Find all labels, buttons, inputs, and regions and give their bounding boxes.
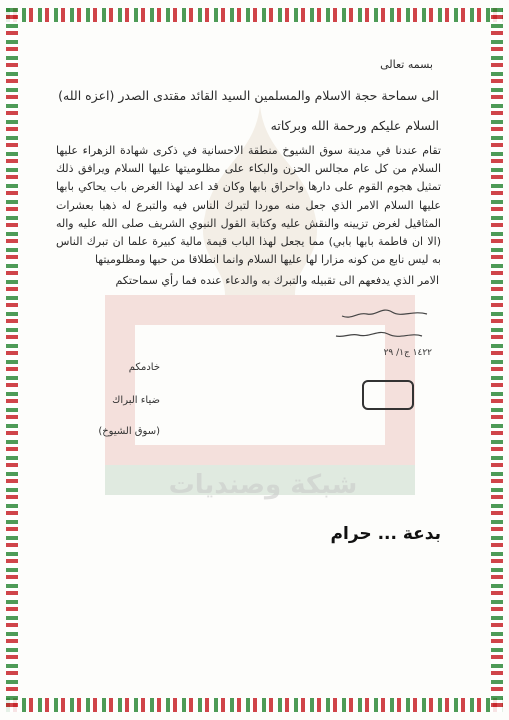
decorative-border-right [491, 8, 503, 712]
addressee-line: الى سماحة حجة الاسلام والمسلمين السيد القائد مقتدى الصدر (اعزه الله) [58, 88, 439, 103]
decorative-border-top [6, 8, 503, 22]
sender-location: (سوق الشيوخ) [98, 426, 160, 437]
signature-area [322, 302, 432, 412]
signature-date: ١٤٢٢ ج١/ ٢٩ [383, 348, 432, 358]
sender-block [70, 362, 160, 459]
caption-overlay: بدعة ... حرام [330, 524, 441, 544]
greeting-line: السلام عليكم ورحمة الله وبركاته [270, 118, 439, 133]
decorative-border-bottom [6, 698, 503, 712]
decorative-border-left [6, 8, 18, 712]
official-stamp [362, 380, 414, 410]
signoff: خادمكم [128, 362, 160, 373]
letter-closing: الامر الذي يدفعهم الى تقبيله والتبرك به والدعاء عنده فما رأي سماحتكم [115, 274, 439, 287]
watermark-logo-text: شبكة وصنديات [168, 470, 358, 500]
handwritten-signature-icon [322, 302, 432, 347]
basmala: بسمه تعالى [380, 58, 433, 71]
sender-name: ضياء البراك [112, 395, 160, 406]
letter-body: تقام عندنا في مدينة سوق الشيوخ منطقة الاحسانية في ذكرى شهادة الزهراء عليها السلام من كل عام مجالس الحزن والبكاء على مظلوميتها عليها السلام ويرافق ذلك تمثيل هجوم القوم على دارها واحراق بابها وكان قد اعد لهذا الغرض باب يحاكي بابها عليها السلام الامر الذي جعل منه موردا لتبرك الناس فيه والتبرع له ذهبا بعشرات المثاقيل لغرض تزيينه والنقش عليه وكتابة القول النبوي الشريف صلى الله عليه واله (الا ان فاطمة بابها بابي) مما يجعل لهذا الباب قيمة مالية كبيرة علما ان تبرك الناس به ليس نابع من كونه مزارا لها عليها السلام وانما انطلاقا من حبها ومظلوميتها [56, 144, 441, 267]
